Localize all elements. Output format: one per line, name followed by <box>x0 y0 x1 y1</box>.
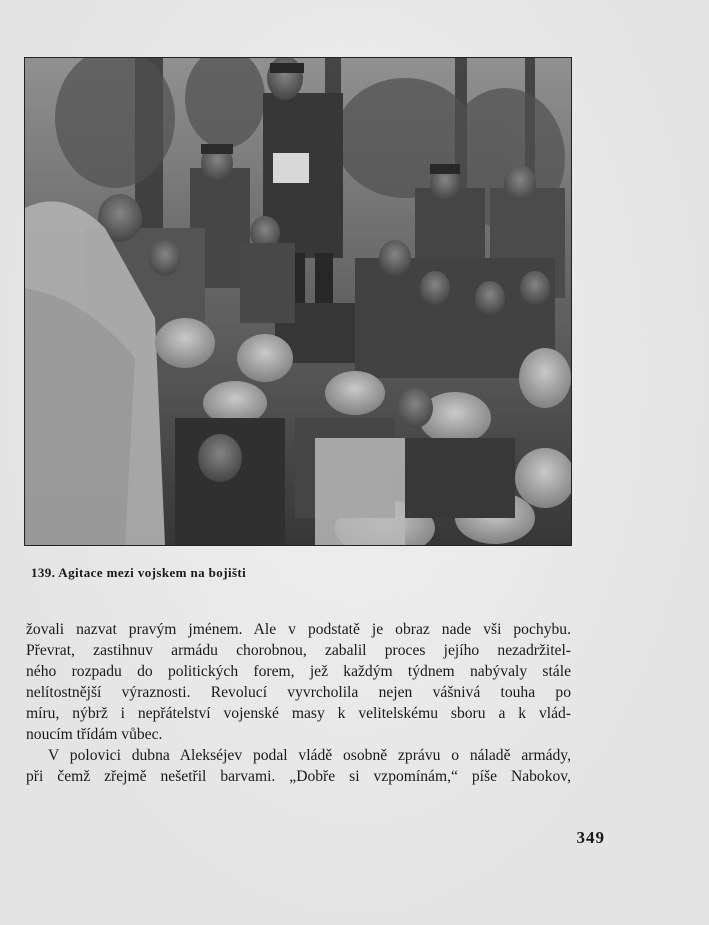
text-line: noucím třídám vůbec. <box>26 726 163 743</box>
text-line: Převrat, zastihnuv armádu chorobnou, zabalil proces jejího nezadržitel- <box>26 642 571 659</box>
body-text <box>26 619 571 787</box>
photograph-icon <box>25 58 571 545</box>
text-line: ného rozpadu do politických forem, jež každým týdnem nabývaly stále <box>26 663 571 680</box>
figure-caption: 139. Agitace mezi vojskem na bojišti <box>31 565 247 580</box>
text-line: nelítostnější výraznosti. Revolucí vyvrcholila nejen vášnivá touha po <box>26 684 571 701</box>
text-line: žovali nazvat pravým jménem. Ale v podstatě je obraz nade vši pochybu. <box>26 621 571 638</box>
page-number: 349 <box>576 828 605 847</box>
text-line: V polovici dubna Alekséjev podal vládě osobně zprávu o náladě armády, <box>48 747 571 764</box>
text-line: při čemž zřejmě nešetřil barvami. „Dobře si vzpomínám,“ píše Nabokov, <box>26 768 571 785</box>
historical-photograph <box>25 58 571 545</box>
text-line: míru, nýbrž i nepřátelství vojenské masy k velitelskému sboru a k vlád- <box>26 705 571 722</box>
